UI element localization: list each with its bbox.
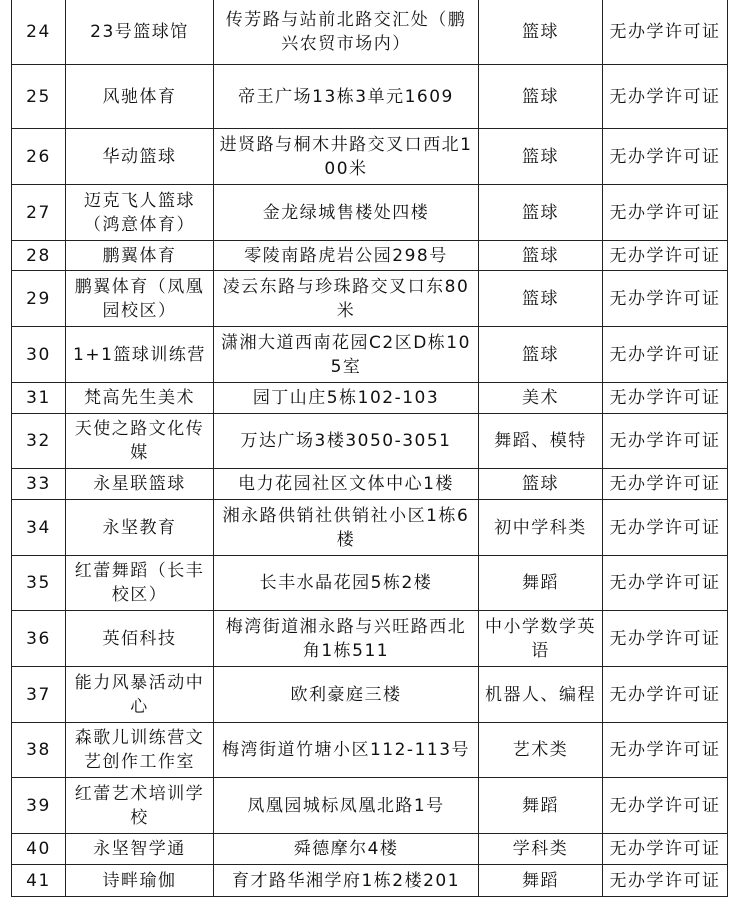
institution-name-cell: 诗畔瑜伽 bbox=[66, 865, 214, 897]
address-cell: 进贤路与桐木井路交叉口西北100米 bbox=[214, 129, 479, 185]
address-cell: 育才路华湘学府1栋2楼201 bbox=[214, 865, 479, 897]
training-type-cell: 篮球 bbox=[479, 327, 603, 383]
row-number-cell: 37 bbox=[12, 667, 66, 723]
address-cell: 舜德摩尔4楼 bbox=[214, 834, 479, 865]
institution-name-cell: 红蕾舞蹈（长丰校区） bbox=[66, 556, 214, 611]
table-body bbox=[12, 0, 728, 897]
row-number-cell: 39 bbox=[12, 778, 66, 834]
institution-name-cell: 能力风暴活动中心 bbox=[66, 667, 214, 723]
row-number-cell: 34 bbox=[12, 500, 66, 556]
training-type-cell: 篮球 bbox=[479, 241, 603, 271]
license-status-cell: 无办学许可证 bbox=[603, 271, 728, 327]
table-row bbox=[12, 129, 728, 185]
address-cell: 梅湾街道竹塘小区112-113号 bbox=[214, 723, 479, 778]
table-row bbox=[12, 383, 728, 414]
license-status-cell: 无办学许可证 bbox=[603, 723, 728, 778]
institution-name-cell: 迈克飞人篮球（鸿意体育） bbox=[66, 185, 214, 241]
table-row bbox=[12, 241, 728, 271]
table-row bbox=[12, 556, 728, 611]
address-cell: 万达广场3楼3050-3051 bbox=[214, 414, 479, 469]
training-type-cell: 初中学科类 bbox=[479, 500, 603, 556]
license-status-cell: 无办学许可证 bbox=[603, 414, 728, 469]
table-row bbox=[12, 327, 728, 383]
row-number-cell: 41 bbox=[12, 865, 66, 897]
training-type-cell: 篮球 bbox=[479, 185, 603, 241]
table-row bbox=[12, 834, 728, 865]
institution-name-cell: 永坚教育 bbox=[66, 500, 214, 556]
table-row bbox=[12, 414, 728, 469]
address-cell: 凤凰园城标凤凰北路1号 bbox=[214, 778, 479, 834]
license-status-cell: 无办学许可证 bbox=[603, 241, 728, 271]
table-row bbox=[12, 778, 728, 834]
training-type-cell: 篮球 bbox=[479, 0, 603, 65]
license-status-cell: 无办学许可证 bbox=[603, 865, 728, 897]
table-row bbox=[12, 611, 728, 667]
address-cell: 凌云东路与珍珠路交叉口东80米 bbox=[214, 271, 479, 327]
institution-name-cell: 鹏翼体育（凤凰园校区） bbox=[66, 271, 214, 327]
table-row bbox=[12, 0, 728, 65]
institution-table bbox=[11, 0, 728, 897]
row-number-cell: 27 bbox=[12, 185, 66, 241]
row-number-cell: 28 bbox=[12, 241, 66, 271]
table-row bbox=[12, 271, 728, 327]
row-number-cell: 30 bbox=[12, 327, 66, 383]
table-row bbox=[12, 185, 728, 241]
license-status-cell: 无办学许可证 bbox=[603, 383, 728, 414]
training-type-cell: 中小学数学英语 bbox=[479, 611, 603, 667]
address-cell: 湘永路供销社供销社小区1栋6楼 bbox=[214, 500, 479, 556]
row-number-cell: 38 bbox=[12, 723, 66, 778]
table-row bbox=[12, 865, 728, 897]
row-number-cell: 36 bbox=[12, 611, 66, 667]
license-status-cell: 无办学许可证 bbox=[603, 834, 728, 865]
institution-name-cell: 鹏翼体育 bbox=[66, 241, 214, 271]
license-status-cell: 无办学许可证 bbox=[603, 469, 728, 500]
address-cell: 零陵南路虎岩公园298号 bbox=[214, 241, 479, 271]
institution-name-cell: 华动篮球 bbox=[66, 129, 214, 185]
row-number-cell: 29 bbox=[12, 271, 66, 327]
address-cell: 梅湾街道湘永路与兴旺路西北角1栋511 bbox=[214, 611, 479, 667]
row-number-cell: 33 bbox=[12, 469, 66, 500]
institution-name-cell: 永坚智学通 bbox=[66, 834, 214, 865]
license-status-cell: 无办学许可证 bbox=[603, 129, 728, 185]
table-row bbox=[12, 723, 728, 778]
institution-name-cell: 永星联篮球 bbox=[66, 469, 214, 500]
training-type-cell: 机器人、编程 bbox=[479, 667, 603, 723]
table-row bbox=[12, 500, 728, 556]
institution-name-cell: 梵高先生美术 bbox=[66, 383, 214, 414]
training-type-cell: 舞蹈 bbox=[479, 556, 603, 611]
row-number-cell: 31 bbox=[12, 383, 66, 414]
institution-name-cell: 天使之路文化传媒 bbox=[66, 414, 214, 469]
license-status-cell: 无办学许可证 bbox=[603, 327, 728, 383]
row-number-cell: 24 bbox=[12, 0, 66, 65]
license-status-cell: 无办学许可证 bbox=[603, 667, 728, 723]
license-status-cell: 无办学许可证 bbox=[603, 611, 728, 667]
address-cell: 园丁山庄5栋102-103 bbox=[214, 383, 479, 414]
row-number-cell: 26 bbox=[12, 129, 66, 185]
address-cell: 欧利豪庭三楼 bbox=[214, 667, 479, 723]
institution-name-cell: 森歌儿训练营文艺创作工作室 bbox=[66, 723, 214, 778]
table-row bbox=[12, 667, 728, 723]
address-cell: 电力花园社区文体中心1楼 bbox=[214, 469, 479, 500]
table-row bbox=[12, 469, 728, 500]
license-status-cell: 无办学许可证 bbox=[603, 185, 728, 241]
license-status-cell: 无办学许可证 bbox=[603, 778, 728, 834]
row-number-cell: 32 bbox=[12, 414, 66, 469]
address-cell: 帝王广场13栋3单元1609 bbox=[214, 65, 479, 129]
institution-name-cell: 英佰科技 bbox=[66, 611, 214, 667]
training-type-cell: 篮球 bbox=[479, 65, 603, 129]
institution-name-cell: 23号篮球馆 bbox=[66, 0, 214, 65]
institution-name-cell: 风驰体育 bbox=[66, 65, 214, 129]
training-type-cell: 学科类 bbox=[479, 834, 603, 865]
institution-name-cell: 1+1篮球训练营 bbox=[66, 327, 214, 383]
institution-name-cell: 红蕾艺术培训学校 bbox=[66, 778, 214, 834]
license-status-cell: 无办学许可证 bbox=[603, 0, 728, 65]
address-cell: 长丰水晶花园5栋2楼 bbox=[214, 556, 479, 611]
training-type-cell: 艺术类 bbox=[479, 723, 603, 778]
training-type-cell: 篮球 bbox=[479, 129, 603, 185]
license-status-cell: 无办学许可证 bbox=[603, 556, 728, 611]
training-type-cell: 美术 bbox=[479, 383, 603, 414]
training-type-cell: 篮球 bbox=[479, 469, 603, 500]
row-number-cell: 25 bbox=[12, 65, 66, 129]
address-cell: 金龙绿城售楼处四楼 bbox=[214, 185, 479, 241]
row-number-cell: 35 bbox=[12, 556, 66, 611]
row-number-cell: 40 bbox=[12, 834, 66, 865]
training-type-cell: 篮球 bbox=[479, 271, 603, 327]
license-status-cell: 无办学许可证 bbox=[603, 500, 728, 556]
training-type-cell: 舞蹈 bbox=[479, 865, 603, 897]
license-status-cell: 无办学许可证 bbox=[603, 65, 728, 129]
training-type-cell: 舞蹈、模特 bbox=[479, 414, 603, 469]
table-row bbox=[12, 65, 728, 129]
address-cell: 潇湘大道西南花园C2区D栋105室 bbox=[214, 327, 479, 383]
address-cell: 传芳路与站前北路交汇处（鹏兴农贸市场内） bbox=[214, 0, 479, 65]
training-type-cell: 舞蹈 bbox=[479, 778, 603, 834]
